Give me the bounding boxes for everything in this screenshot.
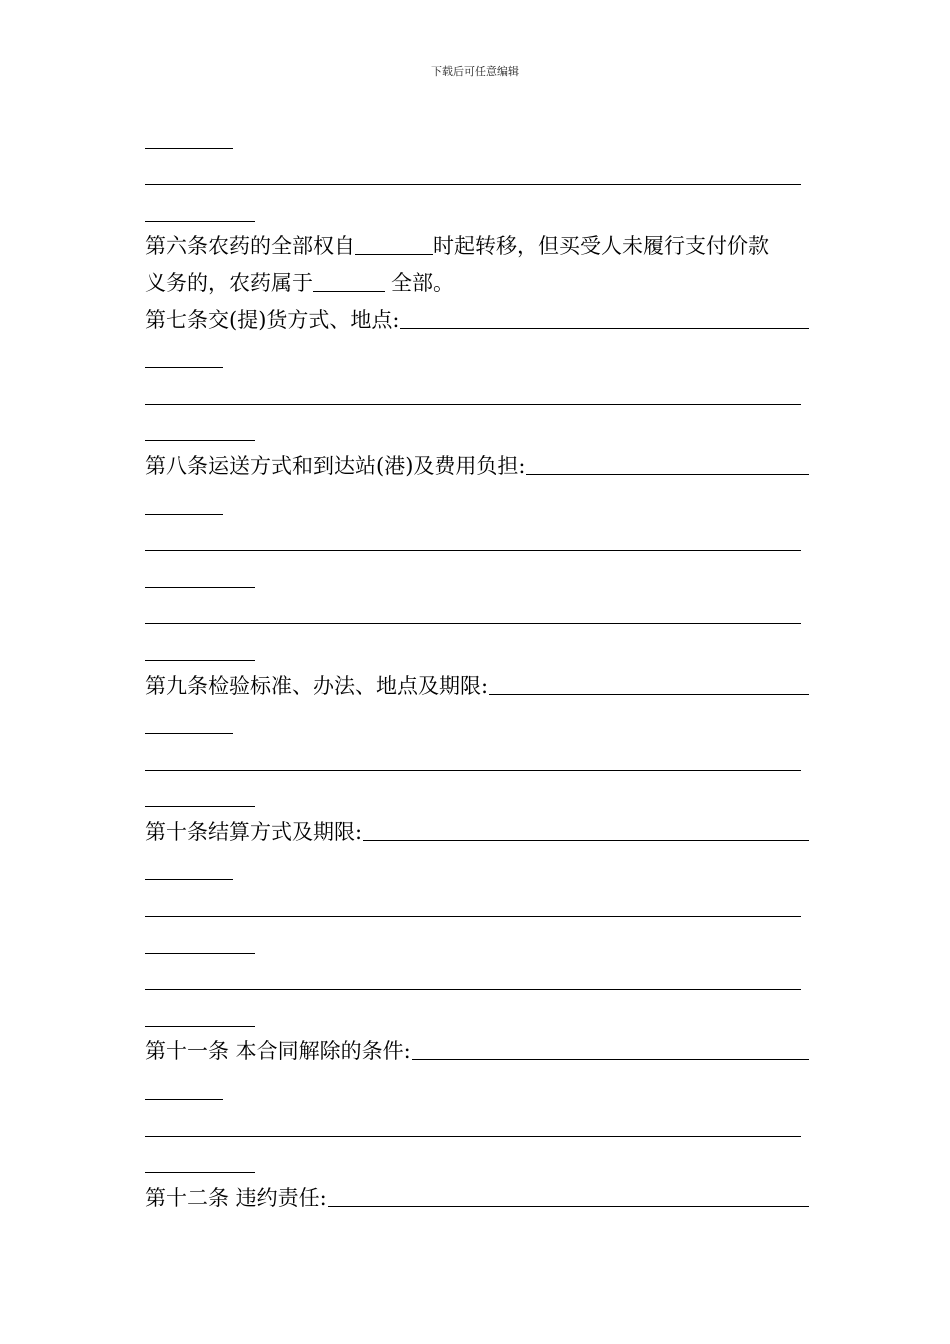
blank-line [145, 592, 809, 629]
fill-in-blank[interactable] [145, 1136, 801, 1137]
page-header-note: 下载后可任意编辑 [431, 65, 519, 78]
blank-line [145, 336, 809, 373]
blank-line [145, 1067, 809, 1104]
clause-6-text-c: 义务的，农药属于 [145, 270, 313, 295]
fill-in-blank[interactable] [145, 367, 223, 368]
clause-7-heading [145, 299, 809, 336]
blank-line [145, 1141, 809, 1178]
blank-line [145, 189, 809, 226]
fill-in-blank[interactable] [145, 623, 801, 624]
clause-6-line-2 [145, 262, 809, 299]
fill-in-blank[interactable] [145, 440, 255, 441]
fill-in-blank[interactable] [526, 474, 809, 475]
clause-9-heading [145, 665, 809, 702]
fill-in-blank[interactable] [363, 840, 809, 841]
fill-in-blank[interactable] [145, 587, 255, 588]
fill-in-blank[interactable] [145, 404, 801, 405]
clause-8-heading [145, 445, 809, 482]
blank-line [145, 848, 809, 885]
clause-12-text: 第十二条 违约责任: [145, 1185, 327, 1210]
clause-8-text: 第八条运送方式和到达站(港)及费用负担: [145, 453, 526, 478]
blank-line [145, 628, 809, 665]
blank-line [145, 519, 809, 556]
fill-in-blank[interactable] [145, 184, 801, 185]
fill-in-blank[interactable] [400, 328, 809, 329]
fill-in-blank[interactable] [412, 1059, 809, 1060]
blank-line [145, 994, 809, 1031]
blank-line [145, 1104, 809, 1141]
blank-line [145, 482, 809, 519]
blank-line [145, 409, 809, 446]
fill-in-blank[interactable] [355, 254, 433, 255]
fill-in-blank[interactable] [145, 1026, 255, 1027]
clause-7-text: 第七条交(提)货方式、地点: [145, 307, 400, 332]
fill-in-blank[interactable] [145, 660, 255, 661]
clause-10-heading [145, 811, 809, 848]
blank-line [145, 555, 809, 592]
fill-in-blank[interactable] [145, 806, 255, 807]
fill-in-blank[interactable] [145, 514, 223, 515]
fill-in-blank[interactable] [145, 1172, 255, 1173]
blank-line [145, 702, 809, 739]
blank-line [145, 921, 809, 958]
fill-in-blank[interactable] [145, 953, 255, 954]
clause-6-text-b: 时起转移，但买受人未履行支付价款 [433, 234, 769, 259]
fill-in-blank[interactable] [145, 550, 801, 551]
clause-11-heading [145, 1031, 809, 1068]
fill-in-blank[interactable] [328, 1206, 809, 1207]
clause-11-text: 第十一条 本合同解除的条件: [145, 1039, 411, 1064]
fill-in-blank[interactable] [145, 770, 801, 771]
contract-body [145, 116, 809, 1214]
fill-in-blank[interactable] [145, 733, 233, 734]
fill-in-blank[interactable] [145, 916, 801, 917]
fill-in-blank[interactable] [145, 221, 255, 222]
fill-in-blank[interactable] [145, 148, 233, 149]
clause-12-heading [145, 1177, 809, 1214]
clause-6-text-d: 全部。 [391, 270, 454, 295]
fill-in-blank[interactable] [313, 291, 385, 292]
fill-in-blank[interactable] [145, 989, 801, 990]
blank-line [145, 775, 809, 812]
blank-line [145, 958, 809, 995]
blank-line [145, 116, 809, 153]
clause-6-line-1 [145, 226, 809, 263]
blank-line [145, 738, 809, 775]
blank-line [145, 153, 809, 190]
clause-10-text: 第十条结算方式及期限: [145, 819, 363, 844]
blank-line [145, 884, 809, 921]
clause-9-text: 第九条检验标准、办法、地点及期限: [145, 673, 489, 698]
clause-6-text-a: 第六条农药的全部权自 [145, 234, 355, 259]
fill-in-blank[interactable] [489, 694, 809, 695]
fill-in-blank[interactable] [145, 879, 233, 880]
fill-in-blank[interactable] [145, 1099, 223, 1100]
blank-line [145, 372, 809, 409]
